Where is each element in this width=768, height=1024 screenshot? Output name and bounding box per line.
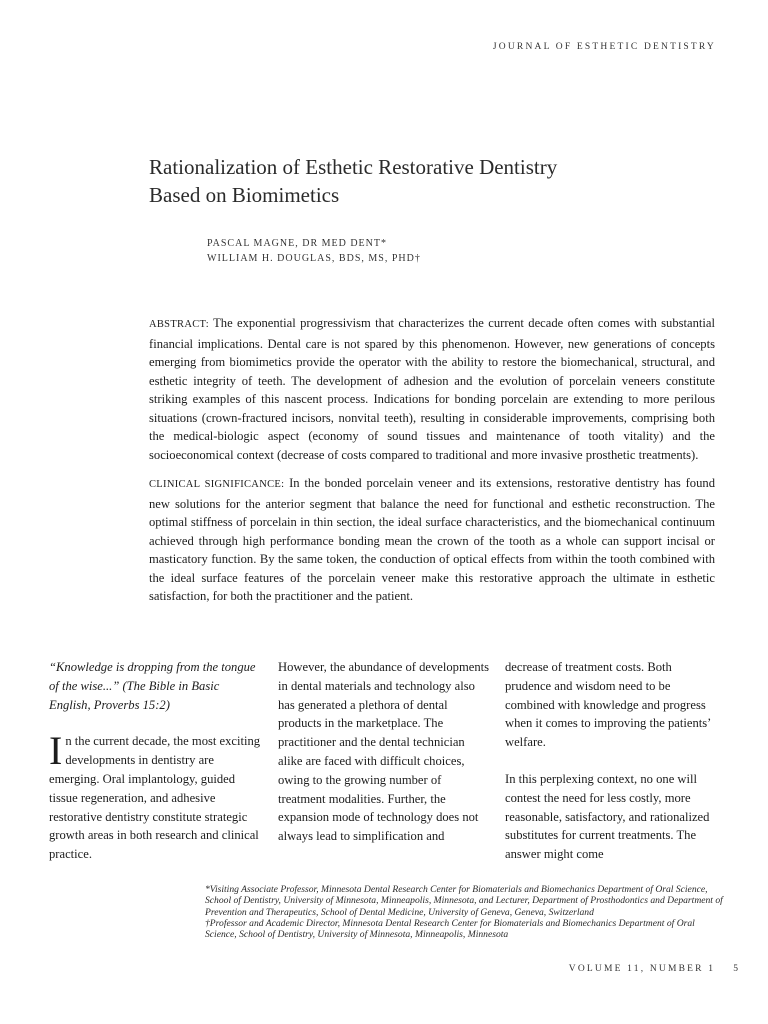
author-1: PASCAL MAGNE, DR MED DENT* (207, 238, 387, 249)
author-list (207, 236, 421, 266)
footnotes (205, 884, 725, 940)
footnote-2: †Professor and Academic Director, Minnesota Dental Research Center for Biomaterials and Biomechanics Department of Oral Science, School of Dentistry, University of Minnesota, Minneapolis, Minnesota (205, 917, 695, 941)
body-column-2 (278, 658, 490, 846)
clinical-significance (149, 474, 715, 606)
col1-text: n the current decade, the most exciting developments in dentistry are emerging. Oral implantology, guided tissue regeneration, and adhesive restorative dentistry constitute strategic growth areas in both research and clinical practice. (49, 734, 261, 862)
author-2: WILLIAM H. DOUGLAS, BDS, MS, PHD† (207, 253, 421, 264)
clinical-label: CLINICAL SIGNIFICANCE: (149, 479, 285, 490)
article-title (149, 153, 709, 209)
page-number: 5 (733, 964, 738, 974)
col3-paragraph-1: decrease of treatment costs. Both prudence and wisdom need to be combined with knowledge and progress when it comes to improving the patients’ welfare. (505, 660, 711, 750)
body-column-1 (49, 658, 264, 864)
abstract (149, 314, 715, 464)
clinical-text: In the bonded porcelain veneer and its extensions, restorative dentistry has found new solutions for the anterior segment that balance the need for functional and esthetic reconstruction. The optimal stiffness of porcelain in thin section, the ideal surface characteristics, and the biomechanical continuum achieved through high performance bonding mean the crown of the tooth as a whole can support incisal or masticatory function. By the same token, the conduction of optical effects from within the tooth combined with the ideal surface features of the porcelain veneer make this restorative approach the ultimate in esthetic satisfaction, for both the practitioner and the patient. (149, 476, 715, 603)
journal-header: JOURNAL OF ESTHETIC DENTISTRY (492, 42, 716, 52)
footnote-1: *Visiting Associate Professor, Minnesota Dental Research Center for Biomaterials and Biomechanics Department of Oral Science, School of Dentistry, University of Minnesota, Minneapolis, Minnesota, and Lecturer, Department of Prosthodontics and Department of Prevention and Therapeutics, School of Dental Medicine, University of Geneva, Geneva, Switzerland (205, 884, 723, 918)
page-footer (569, 964, 738, 974)
title-line-1: Rationalization of Esthetic Restorative Dentistry (149, 155, 558, 179)
intro-paragraph (49, 728, 264, 864)
title-line-2: Based on Biomimetics (149, 183, 340, 207)
col2-text: However, the abundance of developments in dental materials and technology also has generated a plethora of dental products in the marketplace. The practitioner and the dental technician alike are faced with difficult choices, owing to the growing number of treatment modalities. Further, the expansion mode of technology does not always lead to simplification and (278, 660, 490, 844)
epigraph: “Knowledge is dropping from the tongue of the wise...” (The Bible in Basic English, Proverbs 15:2) (49, 660, 256, 712)
body-column-3 (505, 658, 717, 864)
abstract-text: The exponential progressivism that characterizes the current decade often comes with substantial financial implications. Dental care is not spared by this phenomenon. However, new generations of concepts emerging from biomimetics provide the operator with the ability to restore the biomechanical, structural, and esthetic integrity of teeth. The development of adhesion and the evolution of porcelain veneers constitute striking examples of this nascent process. Indications for bonding porcelain are extending to more perilous situations (crown-fractured incisors, nonvital teeth), resulting in considerable improvements, comprising both the medical-biologic aspect (economy of sound tissues and maintenance of tooth vitality) and the socioeconomical context (decrease of costs compared to traditional and more invasive prosthetic treatments). (149, 316, 715, 462)
abstract-label: ABSTRACT: (149, 319, 209, 330)
drop-cap: I (49, 728, 63, 774)
col3-paragraph-2: In this perplexing context, no one will contest the need for less costly, more reasonable, satisfactory, and rationalized substitutes for current treatments. The answer might come (505, 771, 710, 862)
volume-label: VOLUME 11, NUMBER 1 (568, 964, 716, 974)
